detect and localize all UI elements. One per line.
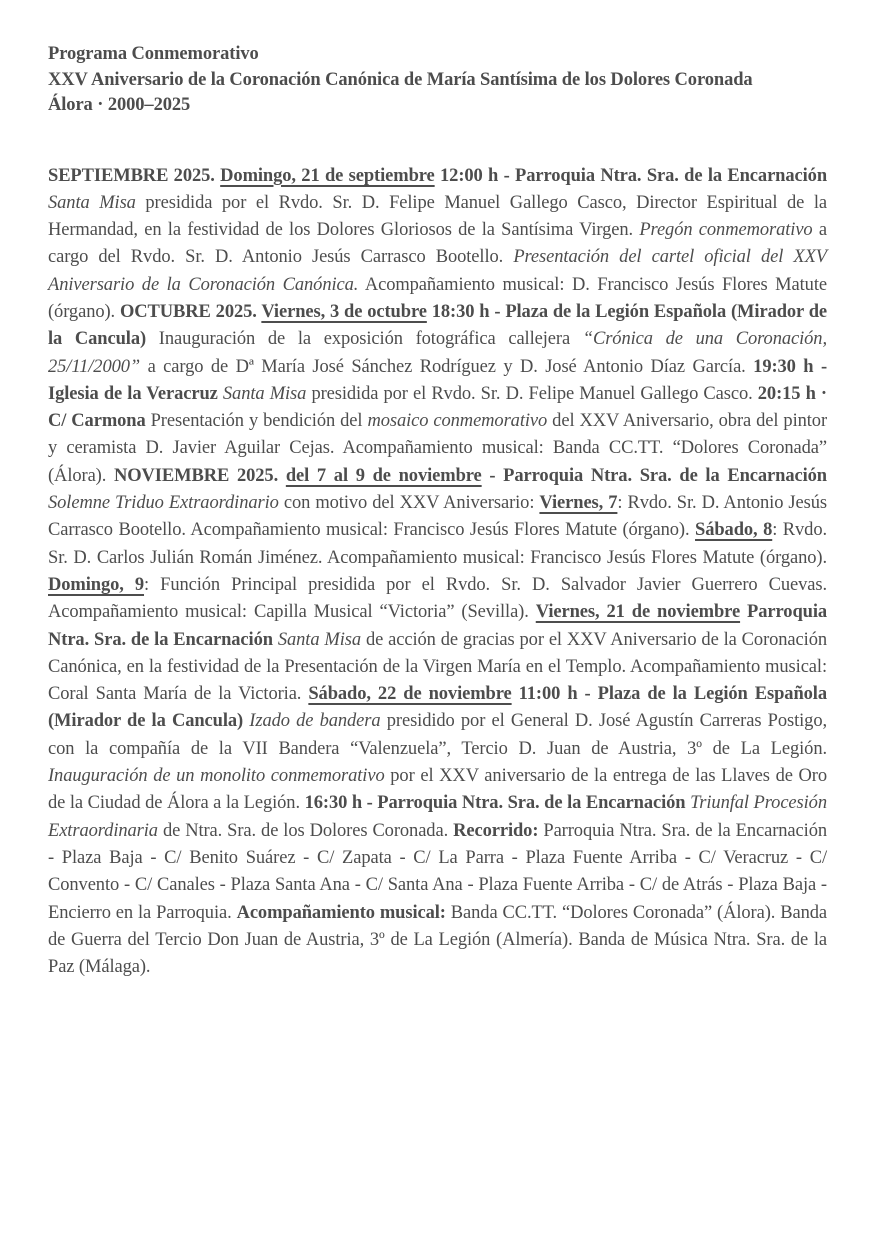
- header-subtitle: XXV Aniversario de la Coronación Canónica de María Santísima de los Dolores Coronada: [48, 69, 753, 90]
- text-run: Parroquia Ntra. Sra. de la Encarnación - Plaza Baja - C/ Benito Suárez - C/ Zapata - C/ La Parra - Plaza Fuente Arriba - C/ Veracruz - C/ Convento - C/ Canales - Plaza Santa Ana - C/ Santa Ana - Plaza Fuente Arriba - C/ de Atrás - Plaza Baja - Encierro en la Parroquia.: [48, 820, 827, 923]
- text-run: : Función Principal presidida por el Rvdo. Sr. D. Salvador Javier Guerrero Cuevas. Acompañamiento musical: Capilla Musical “Victoria” (Sevilla).: [48, 574, 827, 623]
- program-text: [48, 163, 827, 982]
- document-header: [48, 42, 827, 119]
- text-run: presidido por el General D. José Agustín Carreras Postigo, con la compañía de la VII Bandera “Valenzuela”, Tercio D. Juan de Austria, 3º de La Legión.: [48, 711, 827, 759]
- text-run: 18:30 h - Plaza de la Legión Española (Mirador de la Cancula): [48, 301, 828, 350]
- text-run: Santa Misa: [277, 629, 362, 650]
- text-run: de acción de gracias por el XXV Aniversario de la Coronación Canónica, en la festividad de la Presentación de la Virgen María en el Templo. Acompañamiento musical: Coral Santa María de la Victoria.: [48, 629, 827, 705]
- text-run: Solemne Triduo Extraordinario: [48, 493, 279, 514]
- text-run: Santa Misa: [222, 383, 307, 404]
- text-run: Sábado, 8: [695, 520, 773, 541]
- text-run: a cargo del Rvdo. Sr. D. Antonio Jesús Carrasco Bootello.: [48, 220, 828, 268]
- text-run: Recorrido:: [453, 820, 539, 841]
- text-run: Presentación y bendición del: [145, 411, 368, 432]
- text-run: Triunfal Procesión Extraordinaria: [48, 793, 827, 841]
- text-run: Acompañamiento musical:: [236, 902, 446, 923]
- text-run: 11:00 h - Plaza de la Legión Española (Mirador de la Cancula): [48, 684, 827, 732]
- text-run: SEPTIEMBRE 2025.: [48, 165, 221, 186]
- text-run: Pregón conmemorativo: [639, 220, 813, 241]
- text-run: 20:15 h · C/ Carmona: [48, 383, 827, 432]
- text-run: Viernes, 21 de noviembre: [535, 602, 741, 623]
- header-title: Programa Conmemorativo: [48, 44, 259, 64]
- text-run: Domingo, 9: [48, 574, 145, 595]
- text-run: 12:00 h - Parroquia Ntra. Sra. de la Encarnación: [434, 165, 828, 186]
- text-run: del 7 al 9 de noviembre: [285, 465, 482, 486]
- text-run: presidida por el Rvdo. Sr. D. Felipe Manuel Gallego Casco, Director Espiritual de la Hermandad, en la festividad de los Dolores Gloriosos de la Santísima Virgen.: [48, 192, 828, 241]
- text-run: - Parroquia Ntra. Sra. de la Encarnación: [481, 465, 827, 486]
- text-run: 16:30 h - Parroquia Ntra. Sra. de la Encarnación: [304, 793, 691, 814]
- text-run: Santa Misa: [48, 192, 136, 213]
- text-run: mosaico conmemorativo: [367, 411, 548, 432]
- text-run: Viernes, 3 de octubre: [261, 301, 427, 322]
- text-run: Inauguración de la exposición fotográfica callejera: [146, 329, 583, 350]
- text-run: con motivo del XXV Aniversario:: [278, 493, 540, 514]
- text-run: Domingo, 21 de septiembre: [220, 165, 435, 186]
- text-run: Acompañamiento musical: D. Francisco Jesús Flores Matute (órgano).: [48, 274, 827, 322]
- text-run: 19:30 h - Iglesia de la Veracruz: [48, 356, 827, 404]
- text-run: presidida por el Rvdo. Sr. D. Felipe Manuel Gallego Casco.: [306, 383, 758, 404]
- text-run: Sábado, 22 de noviembre: [308, 684, 512, 705]
- header-place-years: Álora · 2000–2025: [48, 95, 191, 115]
- text-run: Inauguración de un monolito conmemorativo: [48, 766, 385, 787]
- text-run: Parroquia Ntra. Sra. de la Encarnación: [48, 602, 828, 650]
- text-run: Izado de bandera: [249, 711, 381, 732]
- text-run: OCTUBRE 2025.: [119, 301, 262, 322]
- text-run: Presentación del cartel oficial del XXV Aniversario de la Coronación Canónica.: [48, 247, 827, 295]
- text-run: “Crónica de una Coronación, 25/11/2000”: [48, 329, 827, 377]
- text-run: : Rvdo. Sr. D. Antonio Jesús Carrasco Bootello. Acompañamiento musical: Francisco Jesús Flores Matute (órgano).: [48, 493, 827, 541]
- text-run: a cargo de Dª María José Sánchez Rodríguez y D. José Antonio Díaz García.: [140, 356, 754, 377]
- text-run: de Ntra. Sra. de los Dolores Coronada.: [157, 820, 454, 841]
- text-run: : Rvdo. Sr. D. Carlos Julián Román Jiménez. Acompañamiento musical: Francisco Jesús Flores Matute (órgano).: [48, 520, 827, 568]
- text-run: Banda CC.TT. “Dolores Coronada” (Álora). Banda de Guerra del Tercio Don Juan de Austria, 3º de La Legión (Almería). Banda de Música Ntra. Sra. de la Paz (Málaga).: [48, 902, 828, 978]
- text-run: del XXV Aniversario, obra del pintor y ceramista D. Javier Aguilar Cejas. Acompañamiento musical: Banda CC.TT. “Dolores Coronada” (Álora).: [48, 411, 828, 486]
- text-run: por el XXV aniversario de la entrega de las Llaves de Oro de la Ciudad de Álora a la Legión.: [48, 766, 827, 814]
- text-run: Viernes, 7: [539, 493, 618, 514]
- text-run: NOVIEMBRE 2025.: [114, 465, 286, 486]
